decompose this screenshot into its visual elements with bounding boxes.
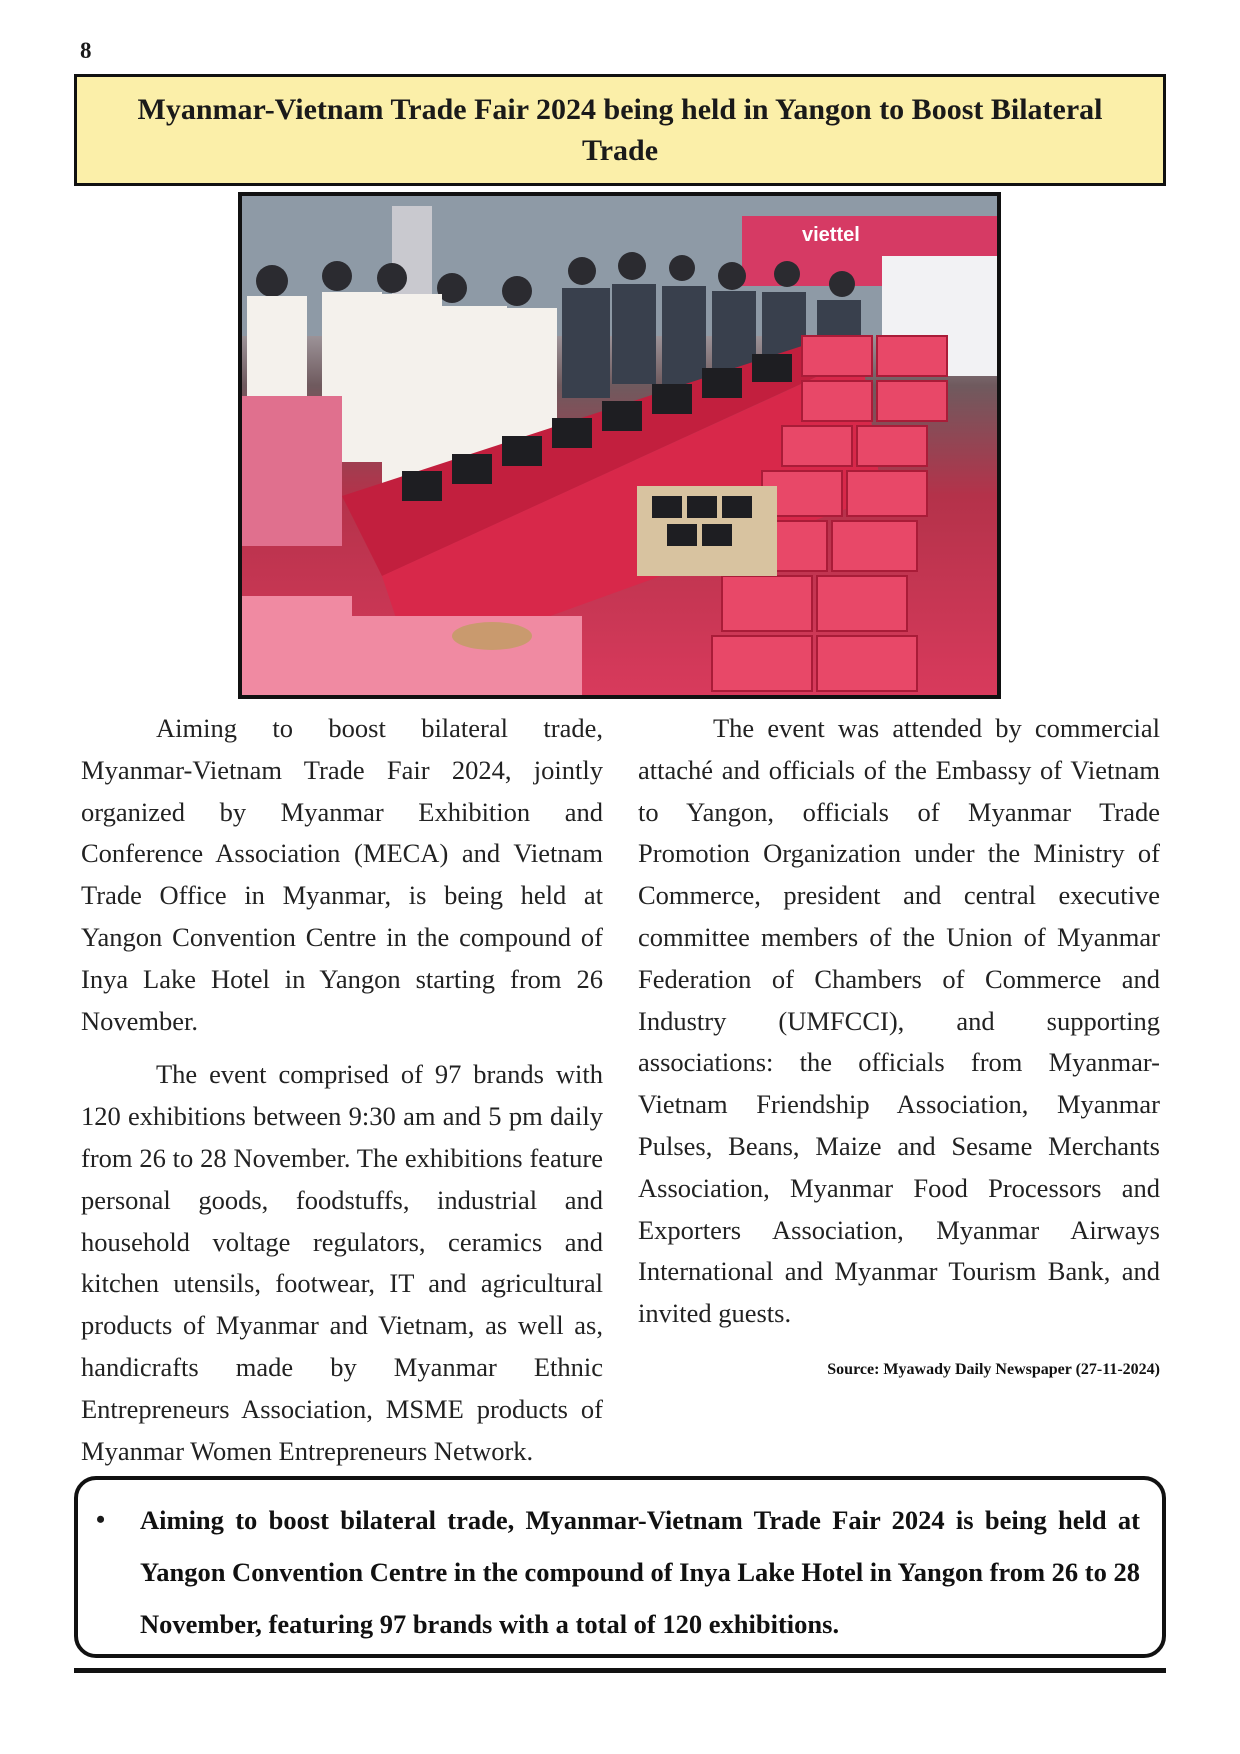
page-number: 8: [80, 38, 92, 63]
paragraph-intro: Aiming to boost bilateral trade, Myanmar-Vietnam Trade Fair 2024, jointly organized by Myanmar Exhibition and Conference Association (MECA) and Vietnam Trade Office in Myanmar, is being held at Yangon Convention Centre in the compound of Inya Lake Hotel in Yangon starting from 26 November.: [81, 713, 603, 1036]
article-title: Myanmar-Vietnam Trade Fair 2024 being held in Yangon to Boost Bilateral Trade: [137, 93, 1103, 167]
viettel-sign: viettel: [802, 224, 860, 246]
summary-box: [74, 1476, 1166, 1658]
right-column: [638, 708, 1160, 1391]
summary-text: Aiming to boost bilateral trade, Myanmar-Vietnam Trade Fair 2024 is being held at Yangon Convention Centre in the compound of Inya Lake Hotel in Yangon from 26 to 28 November, featuring 97 brands with a total of 120 exhibitions.: [140, 1505, 1140, 1639]
bullet-icon: •: [96, 1505, 106, 1534]
paragraph-exhibitions: The event comprised of 97 brands with 120 exhibitions between 9:30 am and 5 pm daily from 26 to 28 November. The exhibitions feature personal goods, foodstuffs, industrial and household voltage regulators, ceramics and kitchen utensils, footwear, IT and agricultural products of Myanmar and Vietnam, as well as, handicrafts made by Myanmar Ethnic Entrepreneurs Association, MSME products of Myanmar Women Entrepreneurs Network.: [81, 1059, 603, 1466]
photo-illustration: [242, 196, 997, 695]
footer-divider: [74, 1668, 1166, 1673]
paragraph-attendees: The event was attended by commercial attaché and officials of the Embassy of Vietnam to Yangon, officials of Myanmar Trade Promotion Organization under the Ministry of Commerce, president and central executive committee members of the Union of Myanmar Federation of Chambers of Commerce and Industry (UMFCCI), and supporting associations: the officials from Myanmar-Vietnam Friendship Association, Myanmar Pulses, Beans, Maize and Sesame Merchants Association, Myanmar Food Processors and Exporters Association, Myanmar Airways International and Myanmar Tourism Bank, and invited guests.: [638, 713, 1160, 1329]
trade-fair-photo: [238, 192, 1001, 699]
left-column: [81, 708, 603, 1484]
summary-item: [96, 1494, 1140, 1650]
source-credit: Source: Myawady Daily Newspaper (27-11-2024): [827, 1360, 1160, 1378]
article-title-box: [74, 74, 1166, 186]
